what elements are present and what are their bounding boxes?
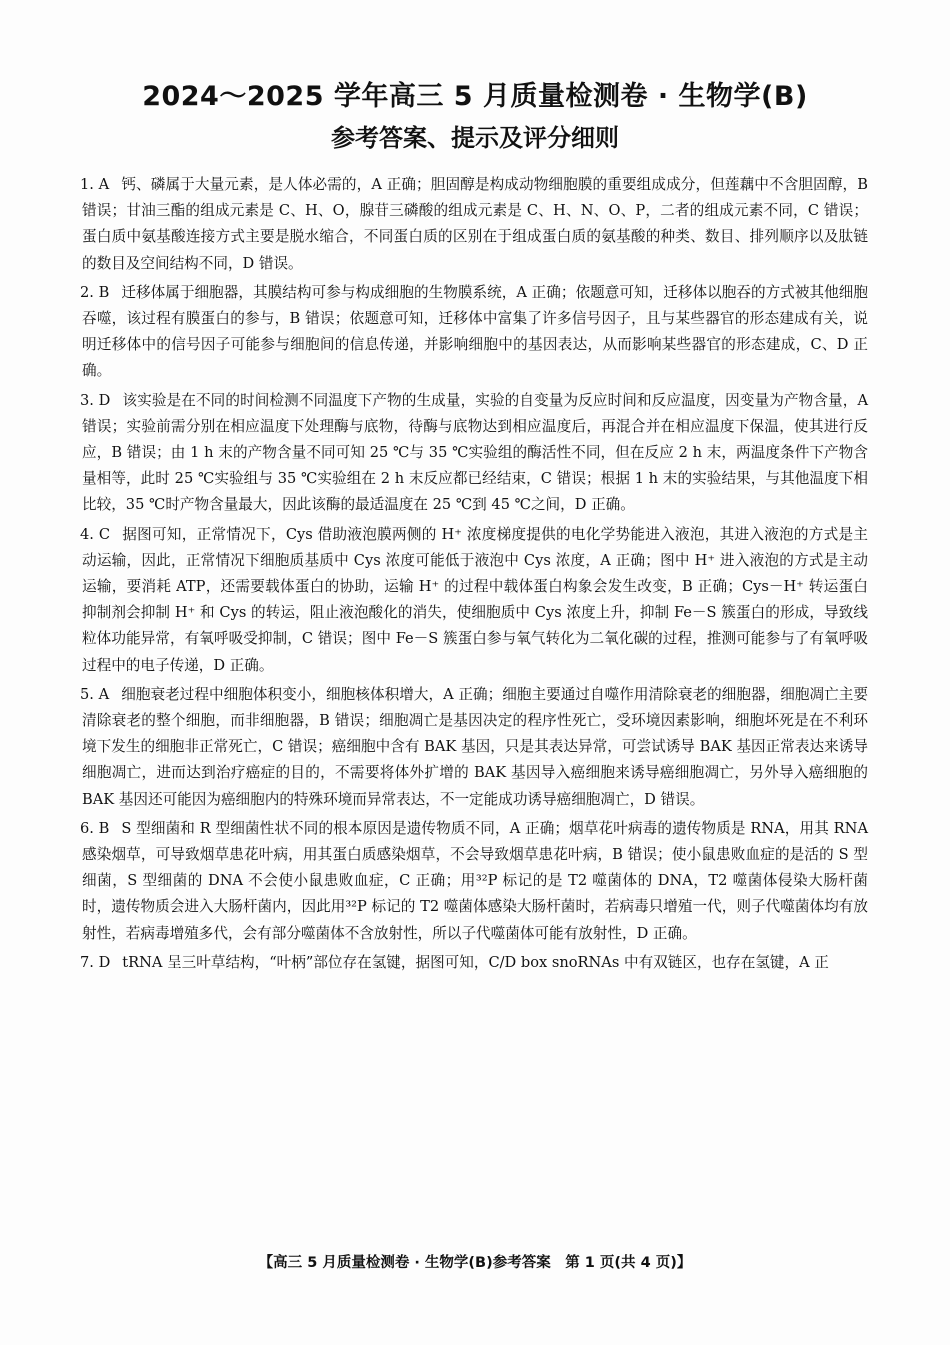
page-title: 2024～2025 学年高三 5 月质量检测卷 · 生物学(B) bbox=[142, 81, 808, 112]
answer-item-3 bbox=[82, 388, 868, 519]
answer-number: 7. D bbox=[80, 953, 111, 971]
answer-number: 1. A bbox=[80, 176, 110, 193]
answer-item-4 bbox=[82, 522, 868, 679]
page-footer: 【高三 5 月质量检测卷 · 生物学(B)参考答案 第 1 页(共 4 页)】 bbox=[258, 1255, 692, 1271]
answer-number: 4. C bbox=[80, 525, 111, 543]
answer-text: tRNA 呈三叶草结构，“叶柄”部位存在氢键，据图可知，C/D box snoRNAs 中有双链区，也存在氢键，A 正 bbox=[122, 953, 829, 971]
answer-number: 3. D bbox=[80, 391, 111, 409]
answer-item-5 bbox=[82, 682, 868, 813]
answer-text: 细胞衰老过程中细胞体积变小，细胞核体积增大，A 正确；细胞主要通过自噬作用清除衰老的细胞器，细胞凋亡主要清除衰老的整个细胞，而非细胞器，B 错误；细胞凋亡是基因决定的程序性死亡，受环境因素影响，细胞坏死是在不利环境下发生的细胞非正常死亡，C 错误；癌细胞中含有 BAK 基因，只是其表达异常，可尝试诱导 BAK 基因正常表达来诱导细胞凋亡，进而达到治疗癌症的目的，不需要将体外扩增的 BAK 基因导入癌细胞来诱导癌细胞凋亡，另外导入癌细胞的 BAK 基因还可能因为癌细胞内的特殊环境而异常表达，不一定能成功诱导癌细胞凋亡，D 错误。 bbox=[82, 685, 869, 808]
answer-text: 据图可知，正常情况下，Cys 借助液泡膜两侧的 H⁺ 浓度梯度提供的电化学势能进入液泡，其进入液泡的方式是主动运输，因此，正常情况下细胞质基质中 Cys 浓度可能低于液泡中 Cys 浓度，A 正确；图中 H⁺ 进入液泡的方式是主动运输，要消耗 ATP，还需要载体蛋白的协助，运输 H⁺ 的过程中载体蛋白构象会发生改变，B 正确；Cys－H⁺ 转运蛋白抑制剂会抑制 H⁺ 和 Cys 的转运，阻止液泡酸化的消失，使细胞质中 Cys 浓度上升，抑制 Fe－S 簇蛋白的形成，导致线粒体功能异常，有氧呼吸受抑制，C 错误；图中 Fe－S 簇蛋白参与氧气转化为二氧化碳的过程，推测可能参与了有氧呼吸过程中的电子传递，D 正确。 bbox=[82, 525, 868, 674]
answer-number: 6. B bbox=[80, 819, 110, 837]
page-subtitle: 参考答案、提示及评分细则 bbox=[331, 124, 619, 152]
answer-item-1 bbox=[82, 172, 868, 277]
answer-list bbox=[82, 172, 868, 979]
answer-item-6 bbox=[82, 816, 868, 947]
answer-text: 该实验是在不同的时间检测不同温度下产物的生成量，实验的自变量为反应时间和反应温度，因变量为产物含量，A 错误；实验前需分别在相应温度下处理酶与底物，待酶与底物达到相应温度后，再混合并在相应温度下保温，使其进行反应，B 错误；由 1 h 末的产物含量不同可知 25 ℃与 35 ℃实验组的酶活性不同，但在反应 2 h 末，两温度条件下产物含量相等，此时 25 ℃实验组与 35 ℃实验组在 2 h 末反应都已经结束，C 错误；根据 1 h 末的实验结果，与其他温度下相比较，35 ℃时产物含量最大，因此该酶的最适温度在 25 ℃到 45 ℃之间，D 正确。 bbox=[82, 391, 869, 514]
answer-text: 迁移体属于细胞器，其膜结构可参与构成细胞的生物膜系统，A 正确；依题意可知，迁移体以胞吞的方式被其他细胞吞噬，该过程有膜蛋白的参与，B 错误；依题意可知，迁移体中富集了许多信号因子，且与某些器官的形态建成有关，说明迁移体中的信号因子可能参与细胞间的信息传递，并影响细胞中的基因表达，从而影响某些器官的形态建成，C、D 正确。 bbox=[82, 283, 868, 380]
answer-number: 5. A bbox=[80, 685, 110, 703]
answer-text: S 型细菌和 R 型细菌性状不同的根本原因是遗传物质不同，A 正确；烟草花叶病毒的遗传物质是 RNA，用其 RNA 感染烟草，可导致烟草患花叶病，用其蛋白质感染烟草，不会导致烟草患花叶病，B 错误；使小鼠患败血症的是活的 S 型细菌，S 型细菌的 DNA 不会使小鼠患败血症，C 正确；用³²P 标记的是 T2 噬菌体的 DNA，T2 噬菌体侵染大肠杆菌时，遗传物质会进入大肠杆菌内，因此用³²P 标记的 T2 噬菌体感染大肠杆菌时，若病毒只增殖一代，则子代噬菌体均有放射性，若病毒增殖多代，会有部分噬菌体不含放射性，所以子代噬菌体可能有放射性，D 正确。 bbox=[82, 819, 868, 942]
answer-text: 钙、磷属于大量元素，是人体必需的，A 正确；胆固醇是构成动物细胞膜的重要组成成分，但莲藕中不含胆固醇，B 错误；甘油三酯的组成元素是 C、H、O，腺苷三磷酸的组成元素是 C、H、N、O、P，二者的组成元素不同，C 错误；蛋白质中氨基酸连接方式主要是脱水缩合，不同蛋白质的区别在于组成蛋白质的氨基酸的种类、数目、排列顺序以及肽链的数目及空间结构不同，D 错误。 bbox=[82, 176, 869, 272]
answer-item-7 bbox=[82, 950, 868, 976]
answer-number: 2. B bbox=[80, 283, 110, 301]
answer-item-2 bbox=[82, 280, 868, 385]
